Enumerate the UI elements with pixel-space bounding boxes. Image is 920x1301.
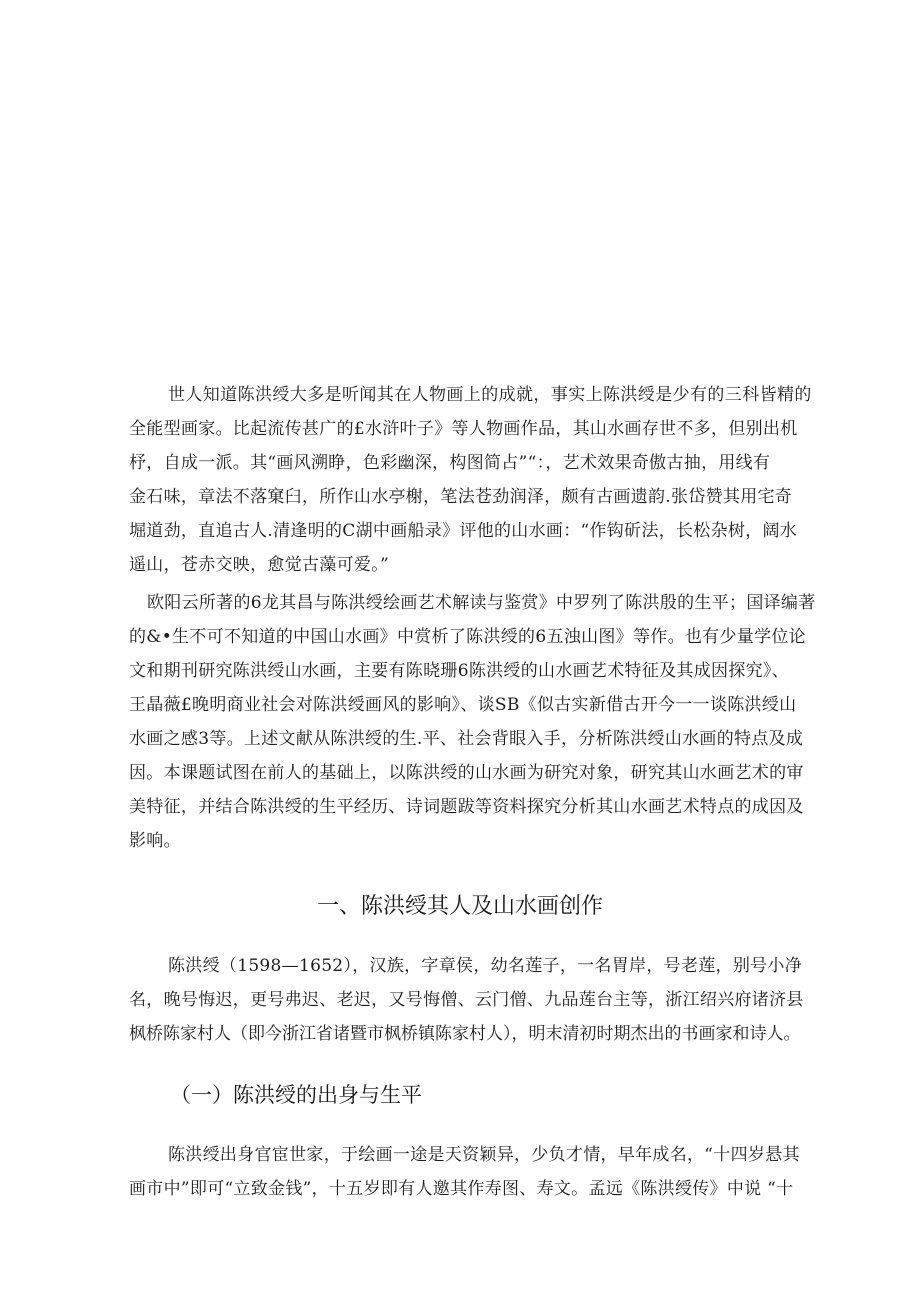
- section-line-1: 陈洪绶（1598—1652），汉族，字章侯，幼名莲子，一名胃岸，号老莲，别号小净: [168, 956, 803, 976]
- intro-line-9: 文和期刊研究陈洪绶山水画，主要有陈晓珊6陈洪绶的山水画艺术特征及其成因探究》、: [129, 661, 790, 681]
- intro-line-13: 美特征，并结合陈洪绶的生平经历、诗词题跋等资料探究分析其山水画艺术特点的成因及: [129, 797, 804, 817]
- intro-line-7: 欧阳云所著的6龙其昌与陈洪绶绘画艺术解读与鉴赏》中罗列了陈洪殷的生平；国译编著: [147, 593, 816, 613]
- intro-line-12: 因。本课题试图在前人的基础上，以陈洪绶的山水画为研究对象，研究其山水画艺术的审: [129, 763, 804, 783]
- subsection-heading: （一）陈洪绶的出身与生平: [170, 1083, 422, 1107]
- section-heading: 一、陈洪绶其人及山水画创作: [316, 894, 603, 919]
- intro-line-10: 王晶薇£晚明商业社会对陈洪绶画风的影响》、谈SB《似古实新借古开今一一谈陈洪绶山: [129, 695, 797, 715]
- intro-line-1: 世人知道陈洪绶大多是听闻其在人物画上的成就，事实上陈洪绶是少有的三科皆精的: [168, 385, 812, 405]
- section-line-3: 枫桥陈家村人（即今浙江省诸暨市枫桥镇陈家村人），明末清初时期杰出的书画家和诗人。: [129, 1024, 801, 1044]
- intro-line-4: 金石味，章法不落窠臼，所作山水亭榭，笔法苍劲润泽，颇有古画遗韵.张岱赞其用宅奇: [129, 487, 793, 507]
- intro-line-14: 影响。: [129, 831, 181, 851]
- intro-line-5: 堀道劲，直追古人.清逢明的C湖中画船录》评他的山水画：“作钩斫法，长松杂树，阔水: [129, 521, 798, 541]
- subsection-line-2: 画市中”即可“立致金钱”，十五岁即有人邀其作寿图、寿文。孟远《陈洪绶传》中说 “十: [129, 1179, 794, 1199]
- intro-line-2: 全能型画家。比起流传甚广的£水浒叶子》等人物画作品，其山水画存世不多，但别出机: [129, 419, 798, 439]
- subsection-line-1: 陈洪绶出身官宦世家，于绘画一途是天资颖异，少负才情，早年成名，“十四岁悬其: [168, 1145, 800, 1165]
- section-line-2: 名，晚号悔迟，更号弗迟、老迟，又号悔僧、云门僧、九品莲台主等，浙江绍兴府诸济县: [129, 990, 804, 1010]
- intro-line-8: 的&•生不可不知道的中国山水画》中赏析了陈洪绶的6五浊山图》等作。也有少量学位论: [129, 627, 806, 647]
- intro-line-11: 水画之感3等。上述文献从陈洪绶的生.平、社会背眼入手，分析陈洪绶山水画的特点及成: [129, 729, 804, 749]
- intro-line-3: 杼，自成一派。其“画风溯睁，色彩幽深，构图简占”“：，艺术效果奇傲古抽，用线有: [129, 453, 771, 473]
- intro-line-6: 遥山，苍赤交映，愈觉古藻可爱。”: [129, 555, 389, 575]
